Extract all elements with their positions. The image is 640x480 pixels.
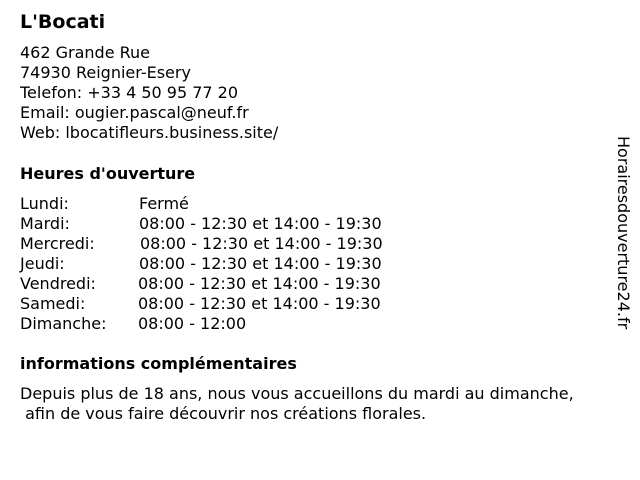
day-label: Lundi: xyxy=(20,194,69,213)
day-hours: 08:00 - 12:30 et 14:00 - 19:30 xyxy=(140,234,383,253)
address-street: 462 Grande Rue xyxy=(20,43,151,62)
info-line: afin de vous faire découvrir nos créations florales. xyxy=(20,404,427,423)
day-hours: 08:00 - 12:30 et 14:00 - 19:30 xyxy=(138,294,381,313)
opening-hours-heading: Heures d'ouverture xyxy=(20,164,196,183)
day-hours: Fermé xyxy=(139,194,189,213)
day-label: Mardi: xyxy=(20,214,70,233)
day-label: Dimanche: xyxy=(20,314,107,333)
day-hours: 08:00 - 12:30 et 14:00 - 19:30 xyxy=(139,214,382,233)
day-label: Samedi: xyxy=(20,294,86,313)
additional-info-text xyxy=(20,384,574,424)
website: Web: lbocatifleurs.business.site/ xyxy=(20,123,279,142)
day-label: Mercredi: xyxy=(20,234,95,253)
info-line: Depuis plus de 18 ans, nous vous accueillons du mardi au dimanche, xyxy=(20,384,574,403)
email-address: Email: ougier.pascal@neuf.fr xyxy=(20,103,249,122)
day-label: Vendredi: xyxy=(20,274,96,293)
day-hours: 08:00 - 12:00 xyxy=(138,314,247,333)
phone-number: Telefon: +33 4 50 95 77 20 xyxy=(20,83,239,102)
day-hours: 08:00 - 12:30 et 14:00 - 19:30 xyxy=(138,274,381,293)
day-hours: 08:00 - 12:30 et 14:00 - 19:30 xyxy=(139,254,382,273)
contact-block xyxy=(20,43,278,143)
address-city: 74930 Reignier-Esery xyxy=(20,63,191,82)
business-name: L'Bocati xyxy=(20,11,106,33)
watermark-vertical xyxy=(613,136,633,344)
additional-info-heading: informations complémentaires xyxy=(20,354,297,373)
day-label: Jeudi: xyxy=(20,254,65,273)
watermark-text: Horairesdouverture24.fr xyxy=(614,136,633,330)
